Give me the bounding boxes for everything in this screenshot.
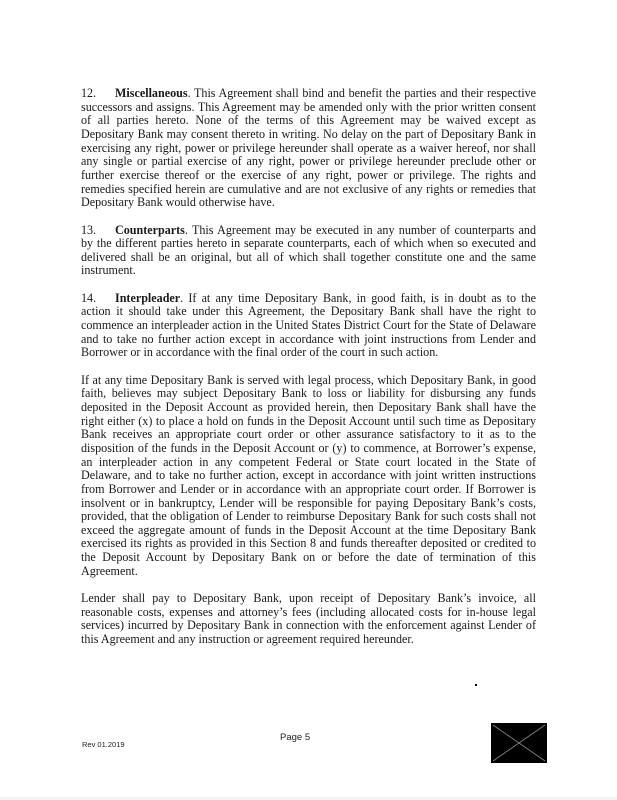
section-title: Miscellaneous [115,86,188,100]
section-12-miscellaneous [81,87,536,210]
cross-icon [491,723,547,763]
section-14-interpleader [81,292,536,360]
footer-page-number: Page 5 [280,732,311,743]
section-number: 14. [81,290,97,305]
section-number: 12. [81,86,97,100]
section-text: . This Agreement shall bind and benefit the parties and their respective successors and assigns. This Agreement may be amended only with the prior written consent of all parties hereto. None of the terms of this Agreement may be waived except as Depositary Bank may consent thereto in writing. No delay on the part of Depositary Bank in exercising any right, power or privilege hereunder shall operate as a waiver hereof, nor shall any single or partial exercise of any right, power or privilege hereunder preclude other or further exercise thereof or the exercise of any right, power or privilege. The rights and remedies specified herein are cumulative and are not exclusive of any rights or remedies that Depositary Bank would otherwise have. [81,86,536,210]
section-text: . If at any time Depositary Bank, in good faith, is in doubt as to the action it should take under this Agreement, the Depositary Bank shall have the right to commence an interpleader action in the United States District Court for the State of Delaware and to take no further action except in accordance with joint instructions from Lender and Borrower or in accordance with the final order of the court in such action. [81,290,536,360]
section-text: . This Agreement may be executed in any number of counterparts and by the different parties hereto in separate counterparts, each of which when so executed and delivered shall be an original, but all of which shall together constitute one and the same instrument. [81,222,536,278]
section-number: 13. [81,222,97,237]
footer-revision: Rev 01.2019 [82,740,125,749]
section-title: Counterparts [115,222,185,237]
redacted-image-icon [491,723,547,763]
section-title: Interpleader [115,290,181,305]
scan-artifact-dot [475,684,477,686]
lender-costs-paragraph: Lender shall pay to Depositary Bank, upon receipt of Depositary Bank’s invoice, all reasonable costs, expenses and attorney’s fees (including allocated costs for in-house legal services) incurred by Depositary Bank in connection with the enforcement against Lender of this Agreement and any instruction or agreement required hereunder. [81,591,536,646]
legal-process-paragraph: If at any time Depositary Bank is served with legal process, which Depositary Bank, in good faith, believes may subject Depositary Bank to loss or liability for disbursing any funds deposited in the Deposit Account as provided herein, then Depositary Bank shall have the right either (x) to place a hold on funds in the Deposit Account until such time as Depositary Bank receives an appropriate court order or other assurance satisfactory to it as to the disposition of the funds in the Deposit Account or (y) to commence, at Borrower’s expense, an interpleader action in any competent Federal or State court located in the State of Delaware, and to take no further action, except in accordance with joint written instructions from Borrower and Lender or in accordance with an appropriate court order. If Borrower is insolvent or in bankruptcy, Lender will be responsible for paying Depositary Bank’s costs, provided, that the obligation of Lender to reimburse Depositary Bank for such costs shall not exceed the aggregate amount of funds in the Deposit Account at the time Depositary Bank exercised its rights as provided in this Section 8 and funds thereafter deposited or credited to the Deposit Account by Depositary Bank on or before the date of termination of this Agreement. [81,372,536,578]
section-13-counterparts [81,224,536,279]
document-body [81,87,536,660]
